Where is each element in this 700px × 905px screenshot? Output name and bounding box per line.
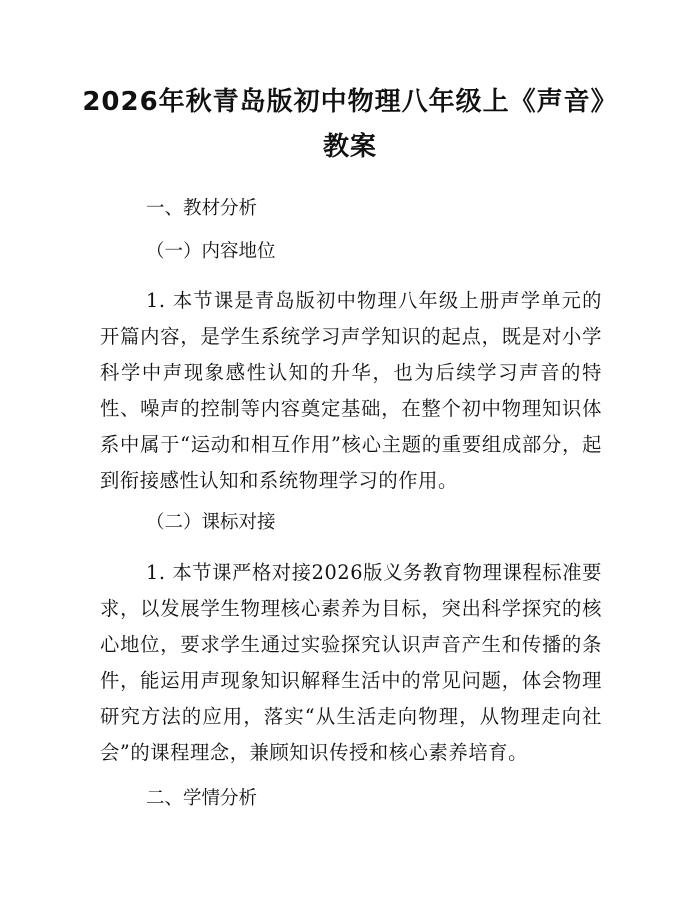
section-heading-textbook-analysis: 一、教材分析 (146, 198, 258, 219)
document-title-line1: 2026年秋青岛版初中物理八年级上《声音》 (82, 87, 618, 117)
subsection-heading-curriculum-alignment: （二）课标对接 (146, 512, 276, 533)
document-title-line2: 教案 (322, 132, 377, 162)
paragraph-curriculum-alignment: 1. 本节课严格对接2026版义务教育物理课程标准要求，以发展学生物理核心素养为目标，突出科学探究的核心地位，要求学生通过实验探究认识声音产生和传播的条件，能运用声现象知识解释生活中的常见问题，体会物理研究方法的应用，落实“从生活走向物理，从物理走向社会”的课程理念，兼顾知识传授和核心素养培育。 (100, 561, 602, 764)
paragraph-content-position: 1. 本节课是青岛版初中物理八年级上册声学单元的开篇内容，是学生系统学习声学知识的起点，既是对小学科学中声现象感性认知的升华，也为后续学习声音的特性、噪声的控制等内容奠定基础，在整个初中物理知识体系中属于“运动和相互作用”核心主题的重要组成部分，起到衔接感性认知和系统物理学习的作用。 (100, 289, 602, 492)
section-heading-learner-analysis: 二、学情分析 (146, 788, 258, 809)
subsection-heading-content-position: （一）内容地位 (146, 241, 276, 262)
